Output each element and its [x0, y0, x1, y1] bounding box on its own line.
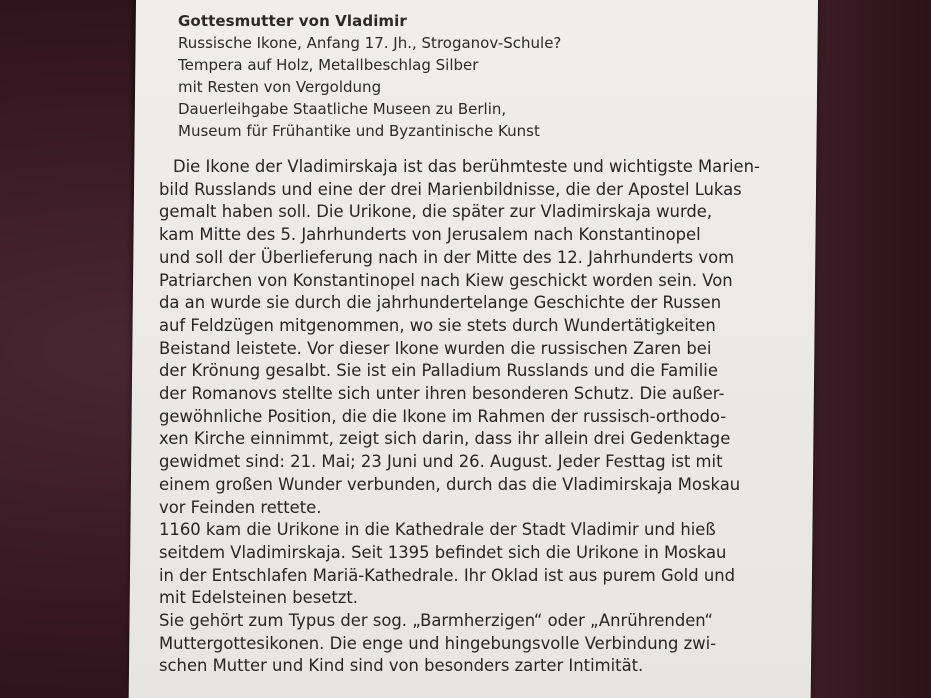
text-line: gewidmet sind: 21. Mai; 23 Juni und 26. August. Jeder Festtag ist mit [159, 452, 723, 472]
meta-line: Tempera auf Holz, Metallbeschlag Silber [178, 56, 479, 74]
text-line: mit Edelsteinen besetzt. [159, 588, 359, 608]
meta-line: Museum für Frühantike und Byzantinische Kunst [178, 122, 540, 140]
text-line: xen Kirche einnimmt, zeigt sich darin, dass ihr allein drei Gedenktage [159, 429, 731, 449]
text-line: gemalt haben soll. Die Urikone, die später zur Vladimirskaja wurde, [159, 202, 713, 222]
artwork-title: Gottesmutter von Vladimir [178, 12, 407, 30]
paragraph-3 [159, 610, 809, 678]
paragraph-2 [159, 519, 809, 610]
label-body [159, 156, 809, 678]
text-line: kam Mitte des 5. Jahrhunderts von Jerusalem nach Konstantinopel [159, 225, 701, 245]
label-header [178, 10, 798, 142]
text-line: auf Feldzügen mitgenommen, wo sie stets durch Wundertätigkeiten [159, 315, 716, 335]
text-line: vor Feinden rettete. [159, 497, 322, 517]
meta-line: mit Resten von Vergoldung [178, 78, 382, 96]
text-line: Sie gehört zum Typus der sog. „Barmherzigen“ oder „Anrührenden“ [159, 611, 713, 631]
text-line: einem großen Wunder verbunden, durch das die Vladimirskaja Moskau [159, 474, 741, 494]
text-line: Muttergottesikonen. Die enge und hingebungsvolle Verbindung zwi- [159, 633, 717, 653]
text-line: der Romanovs stellte sich unter ihren besonderen Schutz. Die außer- [159, 384, 725, 404]
meta-line: Dauerleihgabe Staatliche Museen zu Berlin, [178, 100, 507, 118]
text-line: da an wurde sie durch die jahrhundertelange Geschichte der Russen [159, 293, 722, 313]
wall-background-right [811, 0, 931, 698]
paragraph-1 [159, 156, 809, 519]
text-line: 1160 kam die Urikone in die Kathedrale der Stadt Vladimir und hieß [159, 520, 716, 540]
text-line: in der Entschlafen Mariä-Kathedrale. Ihr Oklad ist aus purem Gold und [159, 565, 736, 585]
text-line: bild Russlands und eine der drei Marienbildnisse, die der Apostel Lukas [159, 179, 742, 199]
text-line: und soll der Überlieferung nach in der Mitte des 12. Jahrhunderts vom [159, 247, 735, 267]
text-line: der Krönung gesalbt. Sie ist ein Palladium Russlands und die Familie [159, 361, 718, 381]
meta-line: Russische Ikone, Anfang 17. Jh., Stroganov-Schule? [178, 34, 562, 52]
text-line: seitdem Vladimirskaja. Seit 1395 befindet sich die Urikone in Moskau [159, 542, 727, 562]
text-line: gewöhnliche Position, die die Ikone im Rahmen der russisch-orthodo- [159, 406, 727, 426]
text-line: Patriarchen von Konstantinopel nach Kiew geschickt worden sein. Von [159, 270, 733, 290]
text-line: Die Ikone der Vladimirskaja ist das berühmteste und wichtigste Marien- [173, 157, 760, 176]
text-line: Beistand leistete. Vor dieser Ikone wurden die russischen Zaren bei [159, 338, 712, 358]
text-line: schen Mutter und Kind sind von besonders zarter Intimität. [159, 656, 644, 676]
